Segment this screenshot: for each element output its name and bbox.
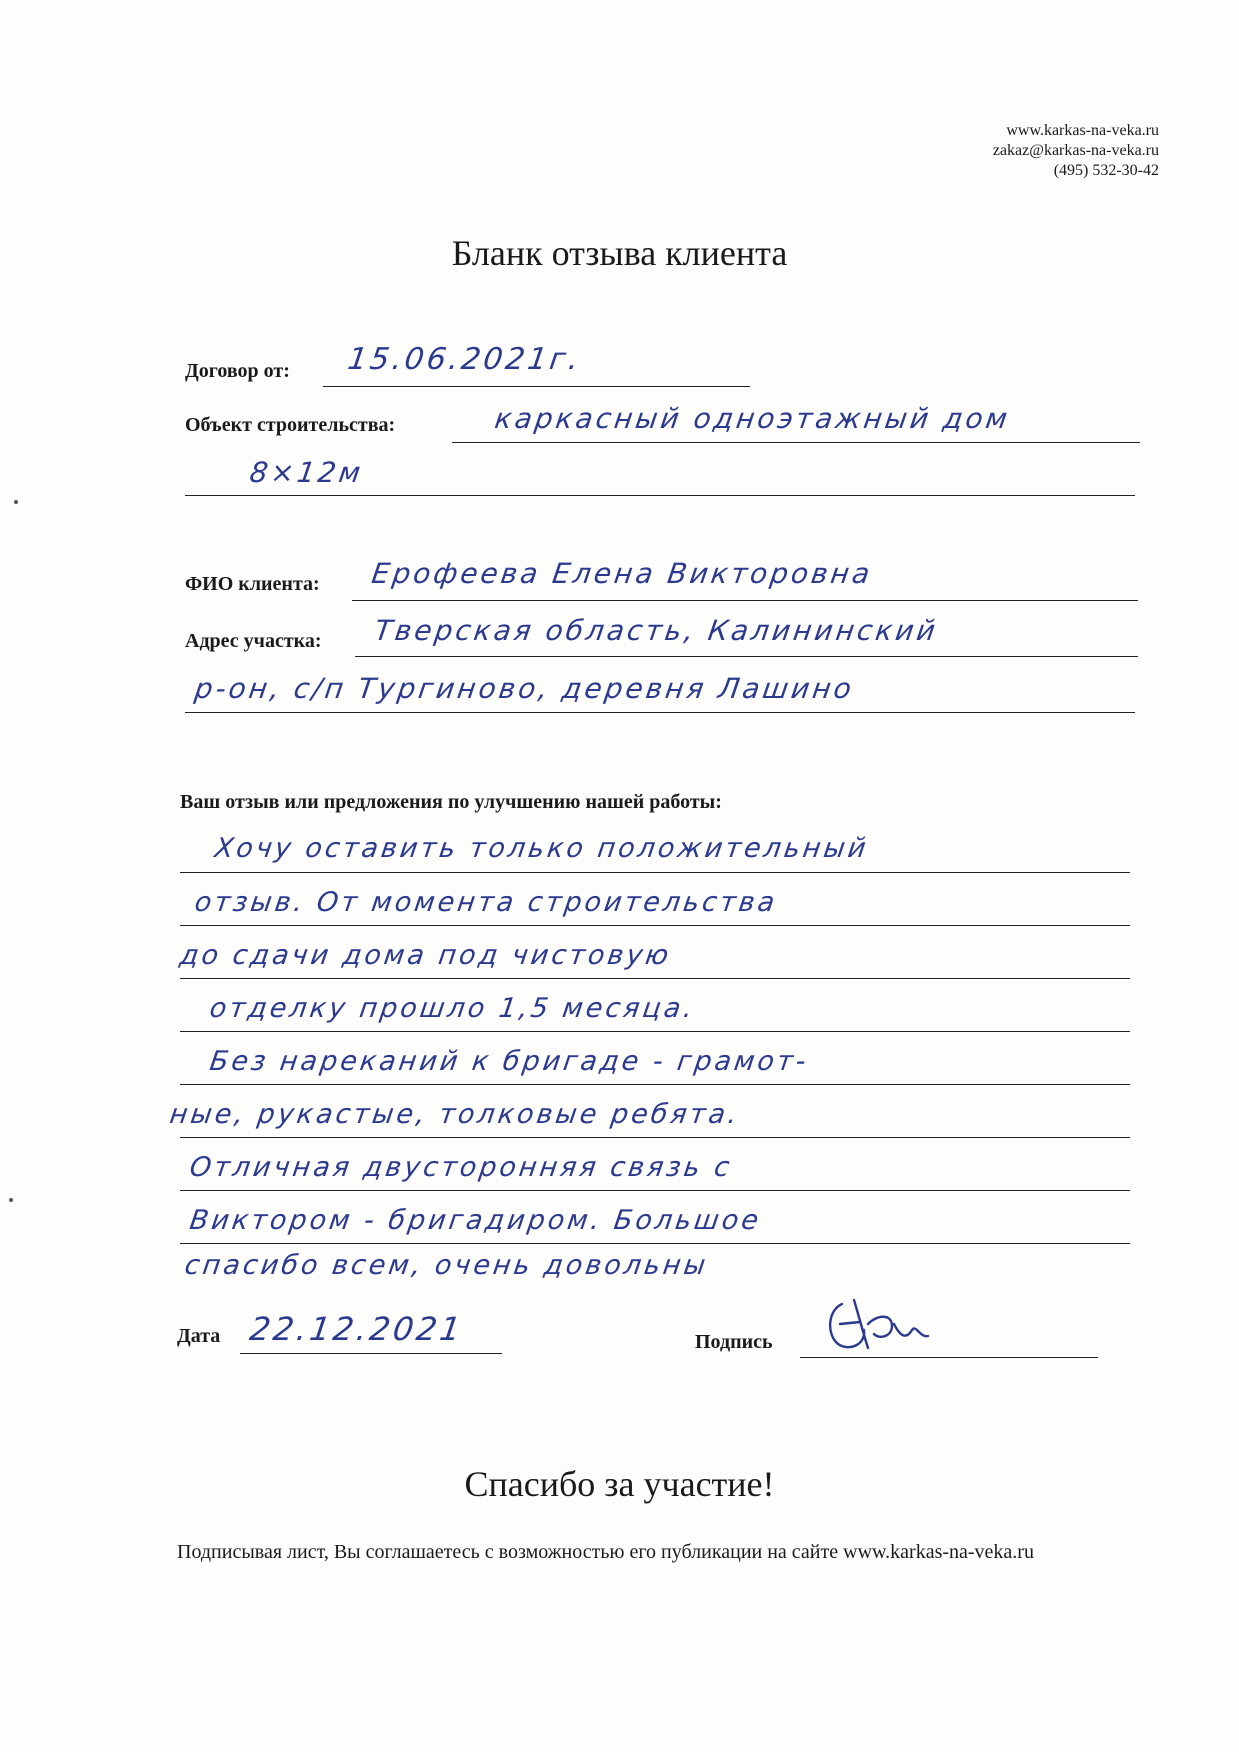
object-label: Объект строительства:: [185, 414, 396, 436]
client-value: Ерофеева Елена Викторовна: [369, 557, 875, 590]
feedback-line: [180, 1243, 1130, 1244]
contact-block: [993, 121, 1159, 181]
object-line-2: [185, 495, 1135, 496]
scan-speck: [9, 1198, 13, 1202]
feedback-line: [180, 978, 1130, 979]
publication-consent-note: Подписывая лист, Вы соглашаетесь с возможностью его публикации на сайте www.karkas-na-veka.ru: [177, 1541, 1034, 1563]
address-value-1: Тверская область, Калининский: [372, 614, 941, 647]
feedback-line: [180, 1190, 1130, 1191]
phone-number: (495) 532-30-42: [1053, 162, 1159, 179]
feedback-text: Отличная двусторонняя связь с: [187, 1152, 735, 1183]
date-label: Дата: [177, 1325, 221, 1347]
thanks-message: Спасибо за участие!: [464, 1464, 775, 1504]
email-link[interactable]: zakaz@karkas-na-veka.ru: [992, 142, 1159, 159]
feedback-text: Виктором - бригадиром. Большое: [187, 1205, 764, 1236]
website-link[interactable]: www.karkas-na-veka.ru: [1006, 122, 1159, 139]
feedback-line: [180, 1084, 1130, 1085]
signature-mark: [820, 1290, 950, 1360]
contract-label: Договор от:: [185, 360, 290, 382]
object-value-2: 8×12м: [247, 456, 366, 489]
address-label: Адрес участка:: [185, 630, 322, 652]
feedback-text: Хочу оставить только положительный: [212, 833, 871, 864]
object-value-1: каркасный одноэтажный дом: [492, 402, 1013, 435]
form-title: Бланк отзыва клиента: [451, 233, 788, 273]
contract-line: [323, 386, 750, 387]
scan-speck: [14, 500, 18, 504]
feedback-label: Ваш отзыв или предложения по улучшению нашей работы:: [180, 791, 722, 813]
feedback-text: Без нареканий к бригаде - грамот-: [207, 1046, 811, 1077]
date-value: 22.12.2021: [247, 1310, 466, 1348]
feedback-text: спасибо всем, очень довольны: [182, 1250, 711, 1281]
signature-label: Подпись: [695, 1331, 773, 1353]
feedback-line: [180, 1031, 1130, 1032]
feedback-text: ные, рукастые, толковые ребята.: [167, 1099, 742, 1130]
feedback-text: до сдачи дома под чистовую: [177, 940, 674, 971]
feedback-line: [180, 872, 1130, 873]
address-line-1: [355, 656, 1138, 657]
feedback-line: [180, 1137, 1130, 1138]
client-line: [352, 600, 1138, 601]
contract-value: 15.06.2021г.: [345, 342, 584, 377]
feedback-text: отделку прошло 1,5 месяца.: [207, 993, 698, 1024]
date-line: [240, 1353, 502, 1354]
address-value-2: р-он, с/п Тургиново, деревня Лашино: [192, 672, 857, 705]
client-label: ФИО клиента:: [185, 573, 320, 595]
address-line-2: [185, 712, 1135, 713]
feedback-text: отзыв. От момента строительства: [192, 887, 780, 918]
feedback-line: [180, 925, 1130, 926]
object-line-1: [452, 442, 1140, 443]
